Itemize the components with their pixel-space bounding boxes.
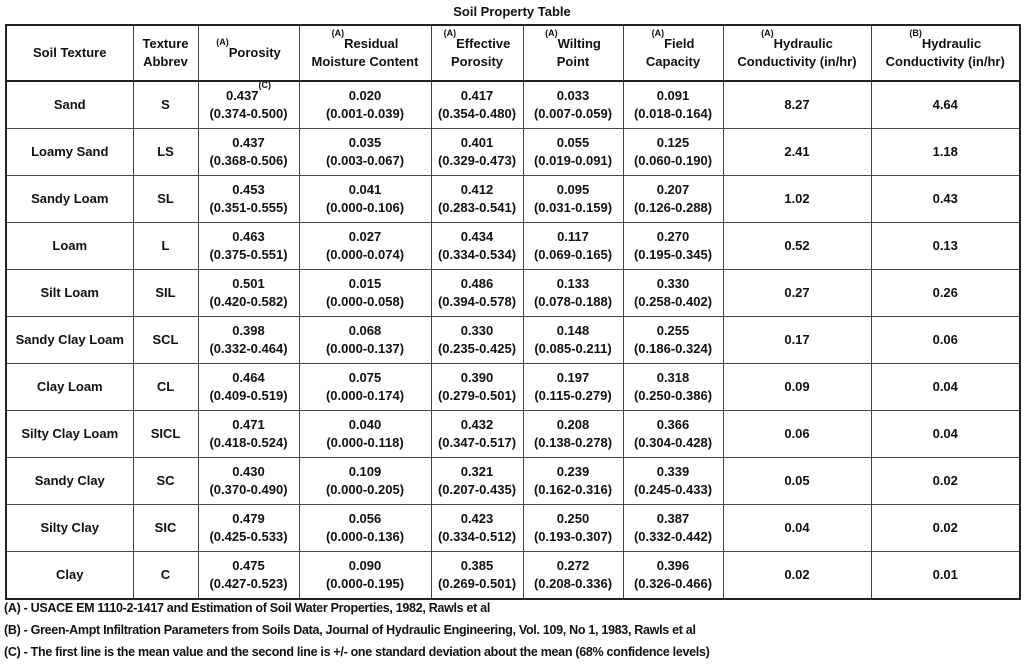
soil-texture-cell: Sandy Clay Loam xyxy=(6,317,133,364)
hydraulic-conductivity-b-cell: 0.43 xyxy=(871,176,1020,223)
std-range: (0.258-0.402) xyxy=(633,294,713,309)
hydraulic-conductivity-b-cell: 0.02 xyxy=(871,458,1020,505)
std-range: (0.304-0.428) xyxy=(633,435,713,450)
hydraulic-conductivity-b-cell: 0.02 xyxy=(871,505,1020,552)
soil-texture-cell: Loam xyxy=(6,223,133,270)
mean-value: 0.330 xyxy=(460,323,494,338)
mean-value: 0.432 xyxy=(460,417,494,432)
mean-value: 0.437 xyxy=(225,88,259,103)
std-range: (0.420-0.582) xyxy=(209,294,288,309)
soil-texture-cell: Sandy Clay xyxy=(6,458,133,505)
effective-porosity-cell xyxy=(431,458,523,505)
mean-value: 0.430 xyxy=(232,464,265,479)
effective-porosity-cell xyxy=(431,129,523,176)
std-range: (0.000-0.136) xyxy=(325,529,405,544)
std-range: (0.138-0.278) xyxy=(533,435,613,450)
wilting-point-cell xyxy=(523,270,623,317)
header-line2: Conductivity (in/hr) xyxy=(737,54,857,69)
std-range: (0.370-0.490) xyxy=(209,482,288,497)
mean-value: 0.040 xyxy=(348,417,382,432)
wilting-point-cell xyxy=(523,552,623,600)
table-row xyxy=(6,270,1020,317)
std-range: (0.354-0.480) xyxy=(437,106,517,121)
mean-value: 0.027 xyxy=(348,229,382,244)
header-line2: Point xyxy=(556,54,590,69)
field-capacity-cell xyxy=(623,458,723,505)
header-line1: Effective xyxy=(456,36,511,51)
porosity-cell xyxy=(198,364,299,411)
texture-abbrev-cell: SIC xyxy=(133,505,198,552)
effective-porosity-cell xyxy=(431,270,523,317)
std-range: (0.250-0.386) xyxy=(633,388,713,403)
mean-value: 0.479 xyxy=(232,511,265,526)
std-range: (0.060-0.190) xyxy=(633,153,713,168)
mean-value: 0.434 xyxy=(460,229,494,244)
std-range: (0.394-0.578) xyxy=(437,294,517,309)
mean-value: 0.321 xyxy=(460,464,494,479)
std-range: (0.269-0.501) xyxy=(437,576,517,591)
header-line1: Field xyxy=(664,36,695,51)
footnotes xyxy=(4,597,709,663)
texture-abbrev-cell: CL xyxy=(133,364,198,411)
hydraulic-conductivity-a-cell: 0.09 xyxy=(723,364,871,411)
porosity-cell xyxy=(198,505,299,552)
std-range: (0.001-0.039) xyxy=(325,106,405,121)
residual-moisture-cell xyxy=(299,176,431,223)
header-texture-abbrev xyxy=(133,25,198,81)
hydraulic-conductivity-a-cell: 0.17 xyxy=(723,317,871,364)
mean-value: 0.501 xyxy=(232,276,265,291)
hydraulic-conductivity-a-cell: 0.27 xyxy=(723,270,871,317)
soil-texture-cell: Sandy Loam xyxy=(6,176,133,223)
std-range: (0.078-0.188) xyxy=(533,294,613,309)
hydraulic-conductivity-b-cell: 0.04 xyxy=(871,411,1020,458)
texture-abbrev-cell: L xyxy=(133,223,198,270)
hydraulic-conductivity-b-cell: 0.04 xyxy=(871,364,1020,411)
field-capacity-cell xyxy=(623,176,723,223)
mean-value: 0.390 xyxy=(460,370,494,385)
mean-value: 0.330 xyxy=(656,276,690,291)
table-title: Soil Property Table xyxy=(453,4,571,19)
mean-value: 0.125 xyxy=(656,135,690,150)
hydraulic-conductivity-a-cell: 0.52 xyxy=(723,223,871,270)
source-superscript: (A) xyxy=(443,28,457,38)
std-range: (0.000-0.106) xyxy=(325,200,405,215)
std-range: (0.283-0.541) xyxy=(437,200,517,215)
mean-value: 0.385 xyxy=(460,558,494,573)
header-porosity xyxy=(198,25,299,81)
header-field-capacity xyxy=(623,25,723,81)
field-capacity-cell xyxy=(623,81,723,129)
mean-value: 0.133 xyxy=(556,276,590,291)
std-range: (0.162-0.316) xyxy=(533,482,613,497)
mean-value: 0.075 xyxy=(348,370,382,385)
mean-value: 0.270 xyxy=(656,229,690,244)
texture-abbrev-cell: SIL xyxy=(133,270,198,317)
header-line1: Porosity xyxy=(228,45,281,60)
header-hydraulic-conductivity-b xyxy=(871,25,1020,81)
mean-value: 0.035 xyxy=(348,135,382,150)
effective-porosity-cell xyxy=(431,223,523,270)
mean-value: 0.148 xyxy=(556,323,590,338)
wilting-point-cell xyxy=(523,81,623,129)
texture-abbrev-cell: SL xyxy=(133,176,198,223)
header-hydraulic-conductivity-a xyxy=(723,25,871,81)
hydraulic-conductivity-b-cell: 1.18 xyxy=(871,129,1020,176)
effective-porosity-cell xyxy=(431,505,523,552)
table-row xyxy=(6,552,1020,600)
footnote: (C) - The first line is the mean value and the second line is +/- one standard deviation about the mean (68% confidence levels) xyxy=(4,645,710,659)
mean-value: 0.423 xyxy=(460,511,494,526)
residual-moisture-cell xyxy=(299,458,431,505)
porosity-cell xyxy=(198,223,299,270)
mean-value: 0.471 xyxy=(232,417,265,432)
mean-value: 0.255 xyxy=(656,323,690,338)
header-line1: Residual xyxy=(344,36,399,51)
header-line2: Capacity xyxy=(645,54,701,69)
std-range: (0.418-0.524) xyxy=(209,435,288,450)
mean-value: 0.453 xyxy=(232,182,265,197)
effective-porosity-cell xyxy=(431,364,523,411)
hydraulic-conductivity-b-cell: 0.26 xyxy=(871,270,1020,317)
std-range: (0.193-0.307) xyxy=(533,529,613,544)
std-range: (0.326-0.466) xyxy=(633,576,713,591)
porosity-cell xyxy=(198,176,299,223)
residual-moisture-cell xyxy=(299,411,431,458)
std-range: (0.235-0.425) xyxy=(437,341,517,356)
source-superscript: (A) xyxy=(761,28,774,38)
effective-porosity-cell xyxy=(431,317,523,364)
std-range: (0.427-0.523) xyxy=(209,576,288,591)
table-row xyxy=(6,176,1020,223)
wilting-point-cell xyxy=(523,458,623,505)
texture-abbrev-cell: SCL xyxy=(133,317,198,364)
std-range: (0.000-0.137) xyxy=(325,341,405,356)
source-superscript: (A) xyxy=(651,28,665,38)
residual-moisture-cell xyxy=(299,552,431,600)
table-row xyxy=(6,223,1020,270)
mean-value: 0.401 xyxy=(460,135,494,150)
porosity-cell xyxy=(198,458,299,505)
field-capacity-cell xyxy=(623,411,723,458)
std-range: (0.085-0.211) xyxy=(534,341,612,356)
mean-value: 0.207 xyxy=(656,182,690,197)
std-range: (0.000-0.174) xyxy=(325,388,405,403)
std-range: (0.031-0.159) xyxy=(533,200,613,215)
mean-value: 0.339 xyxy=(656,464,690,479)
std-range: (0.332-0.442) xyxy=(633,529,713,544)
field-capacity-cell xyxy=(623,505,723,552)
std-range: (0.208-0.336) xyxy=(533,576,613,591)
residual-moisture-cell xyxy=(299,223,431,270)
hydraulic-conductivity-a-cell: 1.02 xyxy=(723,176,871,223)
std-range: (0.351-0.555) xyxy=(209,200,288,215)
porosity-cell xyxy=(198,411,299,458)
wilting-point-cell xyxy=(523,411,623,458)
mean-value: 0.091 xyxy=(656,88,690,103)
header-line1: Texture xyxy=(142,36,189,51)
hydraulic-conductivity-b-cell: 4.64 xyxy=(871,81,1020,129)
soil-property-table xyxy=(5,24,1021,600)
hydraulic-conductivity-a-cell: 0.06 xyxy=(723,411,871,458)
effective-porosity-cell xyxy=(431,552,523,600)
source-superscript: (A) xyxy=(545,28,558,38)
mean-value: 0.366 xyxy=(656,417,690,432)
std-range: (0.332-0.464) xyxy=(209,341,288,356)
texture-abbrev-cell: LS xyxy=(133,129,198,176)
std-range: (0.368-0.506) xyxy=(209,153,288,168)
wilting-point-cell xyxy=(523,176,623,223)
wilting-point-cell xyxy=(523,317,623,364)
mean-value: 0.318 xyxy=(656,370,690,385)
table-row xyxy=(6,505,1020,552)
residual-moisture-cell xyxy=(299,129,431,176)
texture-abbrev-cell: C xyxy=(133,552,198,600)
mean-value: 0.437 xyxy=(232,135,265,150)
wilting-point-cell xyxy=(523,223,623,270)
std-range: (0.195-0.345) xyxy=(633,247,713,262)
std-range: (0.279-0.501) xyxy=(437,388,517,403)
std-range: (0.000-0.118) xyxy=(326,435,404,450)
std-range: (0.347-0.517) xyxy=(437,435,517,450)
mean-value: 0.463 xyxy=(232,229,265,244)
std-range: (0.000-0.058) xyxy=(325,294,405,309)
mean-value: 0.095 xyxy=(556,182,590,197)
field-capacity-cell xyxy=(623,270,723,317)
effective-porosity-cell xyxy=(431,411,523,458)
table-row xyxy=(6,458,1020,505)
header-line1: Hydraulic xyxy=(921,36,982,51)
mean-value: 0.398 xyxy=(232,323,265,338)
std-range: (0.019-0.091) xyxy=(533,153,613,168)
header-wilting-point xyxy=(523,25,623,81)
porosity-cell xyxy=(198,270,299,317)
residual-moisture-cell xyxy=(299,317,431,364)
soil-texture-cell: Loamy Sand xyxy=(6,129,133,176)
field-capacity-cell xyxy=(623,317,723,364)
porosity-cell xyxy=(198,81,299,129)
hydraulic-conductivity-b-cell: 0.06 xyxy=(871,317,1020,364)
residual-moisture-cell xyxy=(299,270,431,317)
porosity-cell xyxy=(198,129,299,176)
soil-texture-cell: Silty Clay Loam xyxy=(6,411,133,458)
mean-value: 0.239 xyxy=(556,464,590,479)
header-line1: Wilting xyxy=(557,36,601,51)
mean-value: 0.412 xyxy=(460,182,494,197)
table-row xyxy=(6,317,1020,364)
header-effective-porosity xyxy=(431,25,523,81)
footnote: (B) - Green-Ampt Infiltration Parameters from Soils Data, Journal of Hydraulic Engineering, Vol. 109, No 1, 1983, Rawls et al xyxy=(4,623,696,637)
std-range: (0.000-0.074) xyxy=(325,247,405,262)
effective-porosity-cell xyxy=(431,176,523,223)
texture-abbrev-cell: S xyxy=(133,81,198,129)
porosity-cell xyxy=(198,552,299,600)
std-range: (0.186-0.324) xyxy=(633,341,713,356)
std-range: (0.245-0.433) xyxy=(633,482,713,497)
std-range: (0.000-0.205) xyxy=(325,482,405,497)
table-row xyxy=(6,129,1020,176)
field-capacity-cell xyxy=(623,129,723,176)
table-row xyxy=(6,81,1020,129)
hydraulic-conductivity-a-cell: 2.41 xyxy=(723,129,871,176)
mean-value: 0.486 xyxy=(460,276,494,291)
std-range: (0.000-0.195) xyxy=(325,576,405,591)
header-residual-moisture xyxy=(299,25,431,81)
porosity-cell xyxy=(198,317,299,364)
std-range: (0.409-0.519) xyxy=(209,388,288,403)
residual-moisture-cell xyxy=(299,505,431,552)
mean-value: 0.396 xyxy=(656,558,690,573)
std-range: (0.003-0.067) xyxy=(325,153,405,168)
std-range: (0.425-0.533) xyxy=(209,529,288,544)
footnote: (A) - USACE EM 1110-2-1417 and Estimation of Soil Water Properties, 1982, Rawls et al xyxy=(4,601,491,615)
mean-value: 0.464 xyxy=(232,370,265,385)
hydraulic-conductivity-a-cell: 0.05 xyxy=(723,458,871,505)
hydraulic-conductivity-a-cell: 8.27 xyxy=(723,81,871,129)
std-range: (0.334-0.534) xyxy=(437,247,517,262)
mean-value: 0.033 xyxy=(556,88,590,103)
soil-texture-cell: Silty Clay xyxy=(6,505,133,552)
table-row xyxy=(6,411,1020,458)
hydraulic-conductivity-a-cell: 0.02 xyxy=(723,552,871,600)
header-line1: Hydraulic xyxy=(773,36,833,51)
header-row xyxy=(6,25,1020,81)
mean-value: 0.109 xyxy=(348,464,382,479)
residual-moisture-cell xyxy=(299,364,431,411)
header-line2: Conductivity (in/hr) xyxy=(885,54,1005,69)
std-range: (0.334-0.512) xyxy=(437,529,517,544)
source-superscript: (B) xyxy=(909,28,922,38)
header-line2: Moisture Content xyxy=(311,54,419,69)
mean-value: 0.055 xyxy=(556,135,590,150)
soil-texture-cell: Clay xyxy=(6,552,133,600)
std-range: (0.126-0.288) xyxy=(633,200,713,215)
std-range: (0.375-0.551) xyxy=(209,247,288,262)
hydraulic-conductivity-b-cell: 0.01 xyxy=(871,552,1020,600)
texture-abbrev-cell: SC xyxy=(133,458,198,505)
effective-porosity-cell xyxy=(431,81,523,129)
hydraulic-conductivity-a-cell: 0.04 xyxy=(723,505,871,552)
std-range: (0.115-0.279) xyxy=(534,388,612,403)
mean-value: 0.090 xyxy=(348,558,382,573)
texture-abbrev-cell: SICL xyxy=(133,411,198,458)
std-range: (0.329-0.473) xyxy=(437,153,517,168)
source-superscript: (A) xyxy=(216,37,229,47)
footnote-c-superscript: (C) xyxy=(258,80,272,90)
mean-value: 0.272 xyxy=(556,558,590,573)
mean-value: 0.387 xyxy=(656,511,690,526)
mean-value: 0.197 xyxy=(556,370,590,385)
field-capacity-cell xyxy=(623,223,723,270)
soil-texture-cell: Silt Loam xyxy=(6,270,133,317)
mean-value: 0.208 xyxy=(556,417,590,432)
table-body xyxy=(6,81,1020,599)
mean-value: 0.117 xyxy=(557,229,589,244)
wilting-point-cell xyxy=(523,364,623,411)
std-range: (0.069-0.165) xyxy=(533,247,613,262)
header-line2: Abbrev xyxy=(143,54,188,69)
soil-texture-cell: Sand xyxy=(6,81,133,129)
mean-value: 0.056 xyxy=(348,511,382,526)
std-range: (0.007-0.059) xyxy=(533,106,613,121)
residual-moisture-cell xyxy=(299,81,431,129)
std-range: (0.207-0.435) xyxy=(437,482,517,497)
mean-value: 0.015 xyxy=(348,276,382,291)
table-row xyxy=(6,364,1020,411)
source-superscript: (A) xyxy=(331,28,345,38)
mean-value: 0.475 xyxy=(232,558,265,573)
mean-value: 0.250 xyxy=(556,511,590,526)
wilting-point-cell xyxy=(523,129,623,176)
header-line1: Soil Texture xyxy=(33,45,107,60)
mean-value: 0.068 xyxy=(348,323,382,338)
hydraulic-conductivity-b-cell: 0.13 xyxy=(871,223,1020,270)
soil-texture-cell: Clay Loam xyxy=(6,364,133,411)
mean-value: 0.041 xyxy=(348,182,382,197)
std-range: (0.374-0.500) xyxy=(209,106,288,121)
std-range: (0.018-0.164) xyxy=(633,106,713,121)
mean-value: 0.020 xyxy=(348,88,382,103)
field-capacity-cell xyxy=(623,364,723,411)
header-soil-texture xyxy=(6,25,133,81)
header-line2: Porosity xyxy=(450,54,503,69)
field-capacity-cell xyxy=(623,552,723,600)
mean-value: 0.417 xyxy=(460,88,494,103)
wilting-point-cell xyxy=(523,505,623,552)
